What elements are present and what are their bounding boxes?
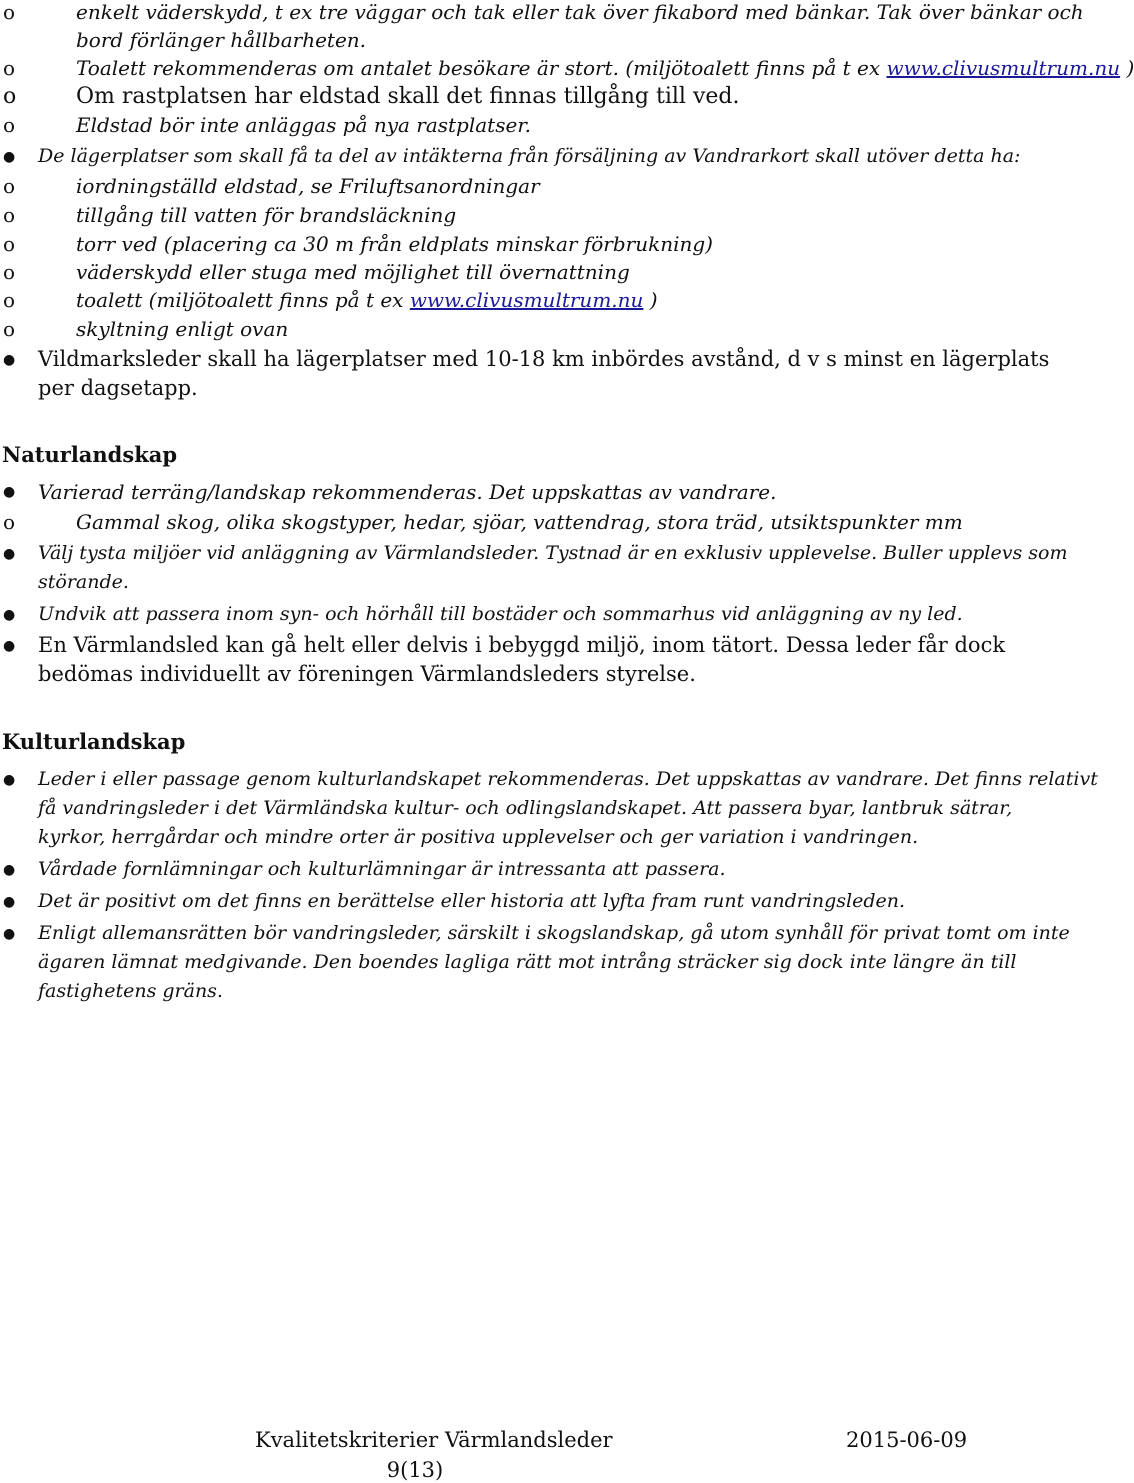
sub-marker: o (3, 0, 16, 24)
bullet-marker: ● (3, 352, 16, 368)
list-item-text (76, 56, 1134, 80)
list-item-text (76, 288, 658, 312)
sub-marker: o (3, 510, 16, 534)
page-number: 9(13) (386, 1458, 444, 1482)
bullet-text: Det är positivt om det finns en berättelse eller historia att lyfta fram runt vandringsleden. (38, 890, 906, 912)
list-item-text: enkelt väderskydd, t ex tre väggar och tak eller tak över fikabord med bänkar. Tak över bänkar och (76, 0, 1084, 24)
bullet-marker: ● (3, 149, 16, 165)
bullet-text: kyrkor, herrgårdar och mindre orter är positiva upplevelser och ger variation i vandringen. (38, 826, 919, 848)
list-item-text: skyltning enligt ovan (76, 317, 289, 341)
list-item-text: iordningställd eldstad, se Friluftsanordningar (76, 174, 540, 198)
sub-marker: o (3, 260, 16, 284)
bullet-text: per dagsetapp. (38, 376, 198, 400)
bullet-text: Enligt allemansrätten bör vandringsleder, särskilt i skogslandskap, gå utom synhåll för privat tomt om inte (38, 922, 1070, 944)
list-item-text: bord förlänger hållbarheten. (76, 28, 367, 52)
bullet-text: Varierad terräng/landskap rekommenderas. Det uppskattas av vandrare. (38, 480, 777, 504)
bullet-text: De lägerplatser som skall få ta del av intäkterna från försäljning av Vandrarkort skall utöver detta ha: (38, 145, 1021, 167)
bullet-text: Leder i eller passage genom kulturlandskapet rekommenderas. Det uppskattas av vandrare. Det finns relativt (38, 768, 1098, 790)
sub-marker: o (3, 288, 16, 312)
text-run: ) (1120, 56, 1134, 80)
text-run: toalett (miljötoalett finns på t ex (76, 288, 410, 312)
clivusmultrum-link[interactable]: www.clivusmultrum.nu (409, 288, 644, 312)
list-item-text: torr ved (placering ca 30 m från eldplats minskar förbrukning) (76, 232, 713, 256)
bullet-text: En Värmlandsled kan gå helt eller delvis i bebyggd miljö, inom tätort. Dessa leder får dock (38, 633, 1006, 657)
text-run: Toalett rekommenderas om antalet besökare är stort. (miljötoalett finns på t ex (76, 56, 887, 80)
footer-title: Kvalitetskriterier Värmlandsleder (255, 1428, 613, 1452)
bullet-text: få vandringsleder i det Värmländska kultur- och odlingslandskapet. Att passera byar, lantbruk sätrar, (38, 797, 1013, 819)
bullet-text: Vildmarksleder skall ha lägerplatser med 10-18 km inbördes avstånd, d v s minst en lägerplats (38, 347, 1050, 371)
bullet-text: ägaren lämnat medgivande. Den boendes lagliga rätt mot intrång sträcker sig dock inte längre än till (38, 951, 1017, 973)
section-heading-naturlandskap: Naturlandskap (2, 442, 178, 467)
sub-marker: o (3, 317, 16, 341)
list-item-text: Gammal skog, olika skogstyper, hedar, sjöar, vattendrag, stora träd, utsiktspunkter mm (76, 510, 963, 534)
bullet-marker: ● (3, 772, 16, 788)
list-item-text: Om rastplatsen har eldstad skall det finnas tillgång till ved. (76, 84, 740, 109)
sub-marker: o (3, 56, 16, 80)
bullet-text: Vårdade fornlämningar och kulturlämningar är intressanta att passera. (38, 858, 726, 880)
sub-marker: o (3, 232, 16, 256)
bullet-text: störande. (38, 571, 129, 593)
sub-marker: o (3, 174, 16, 198)
list-item-text: Eldstad bör inte anläggas på nya rastplatser. (76, 113, 532, 137)
text-run: ) (643, 288, 658, 312)
list-item-text: väderskydd eller stuga med möjlighet till övernattning (76, 260, 630, 284)
bullet-marker: ● (3, 862, 16, 878)
sub-marker: o (3, 203, 16, 227)
section-heading-kulturlandskap: Kulturlandskap (2, 729, 186, 754)
sub-marker: o (3, 113, 16, 137)
bullet-marker: ● (3, 638, 16, 654)
bullet-text: fastighetens gräns. (38, 980, 223, 1002)
sub-marker: o (3, 84, 17, 109)
bullet-marker: ● (3, 926, 16, 942)
bullet-text: Undvik att passera inom syn- och hörhåll till bostäder och sommarhus vid anläggning av ny led. (38, 603, 963, 625)
bullet-marker: ● (3, 484, 16, 500)
bullet-marker: ● (3, 546, 16, 562)
bullet-text: bedömas individuellt av föreningen Värmlandsleders styrelse. (38, 662, 696, 686)
bullet-marker: ● (3, 894, 16, 910)
footer-date: 2015-06-09 (846, 1428, 968, 1452)
bullet-marker: ● (3, 607, 16, 623)
clivusmultrum-link[interactable]: www.clivusmultrum.nu (886, 56, 1121, 80)
bullet-text: Välj tysta miljöer vid anläggning av Värmlandsleder. Tystnad är en exklusiv upplevelse. Buller upplevs som (38, 542, 1068, 564)
list-item-text: tillgång till vatten för brandsläckning (76, 203, 457, 227)
